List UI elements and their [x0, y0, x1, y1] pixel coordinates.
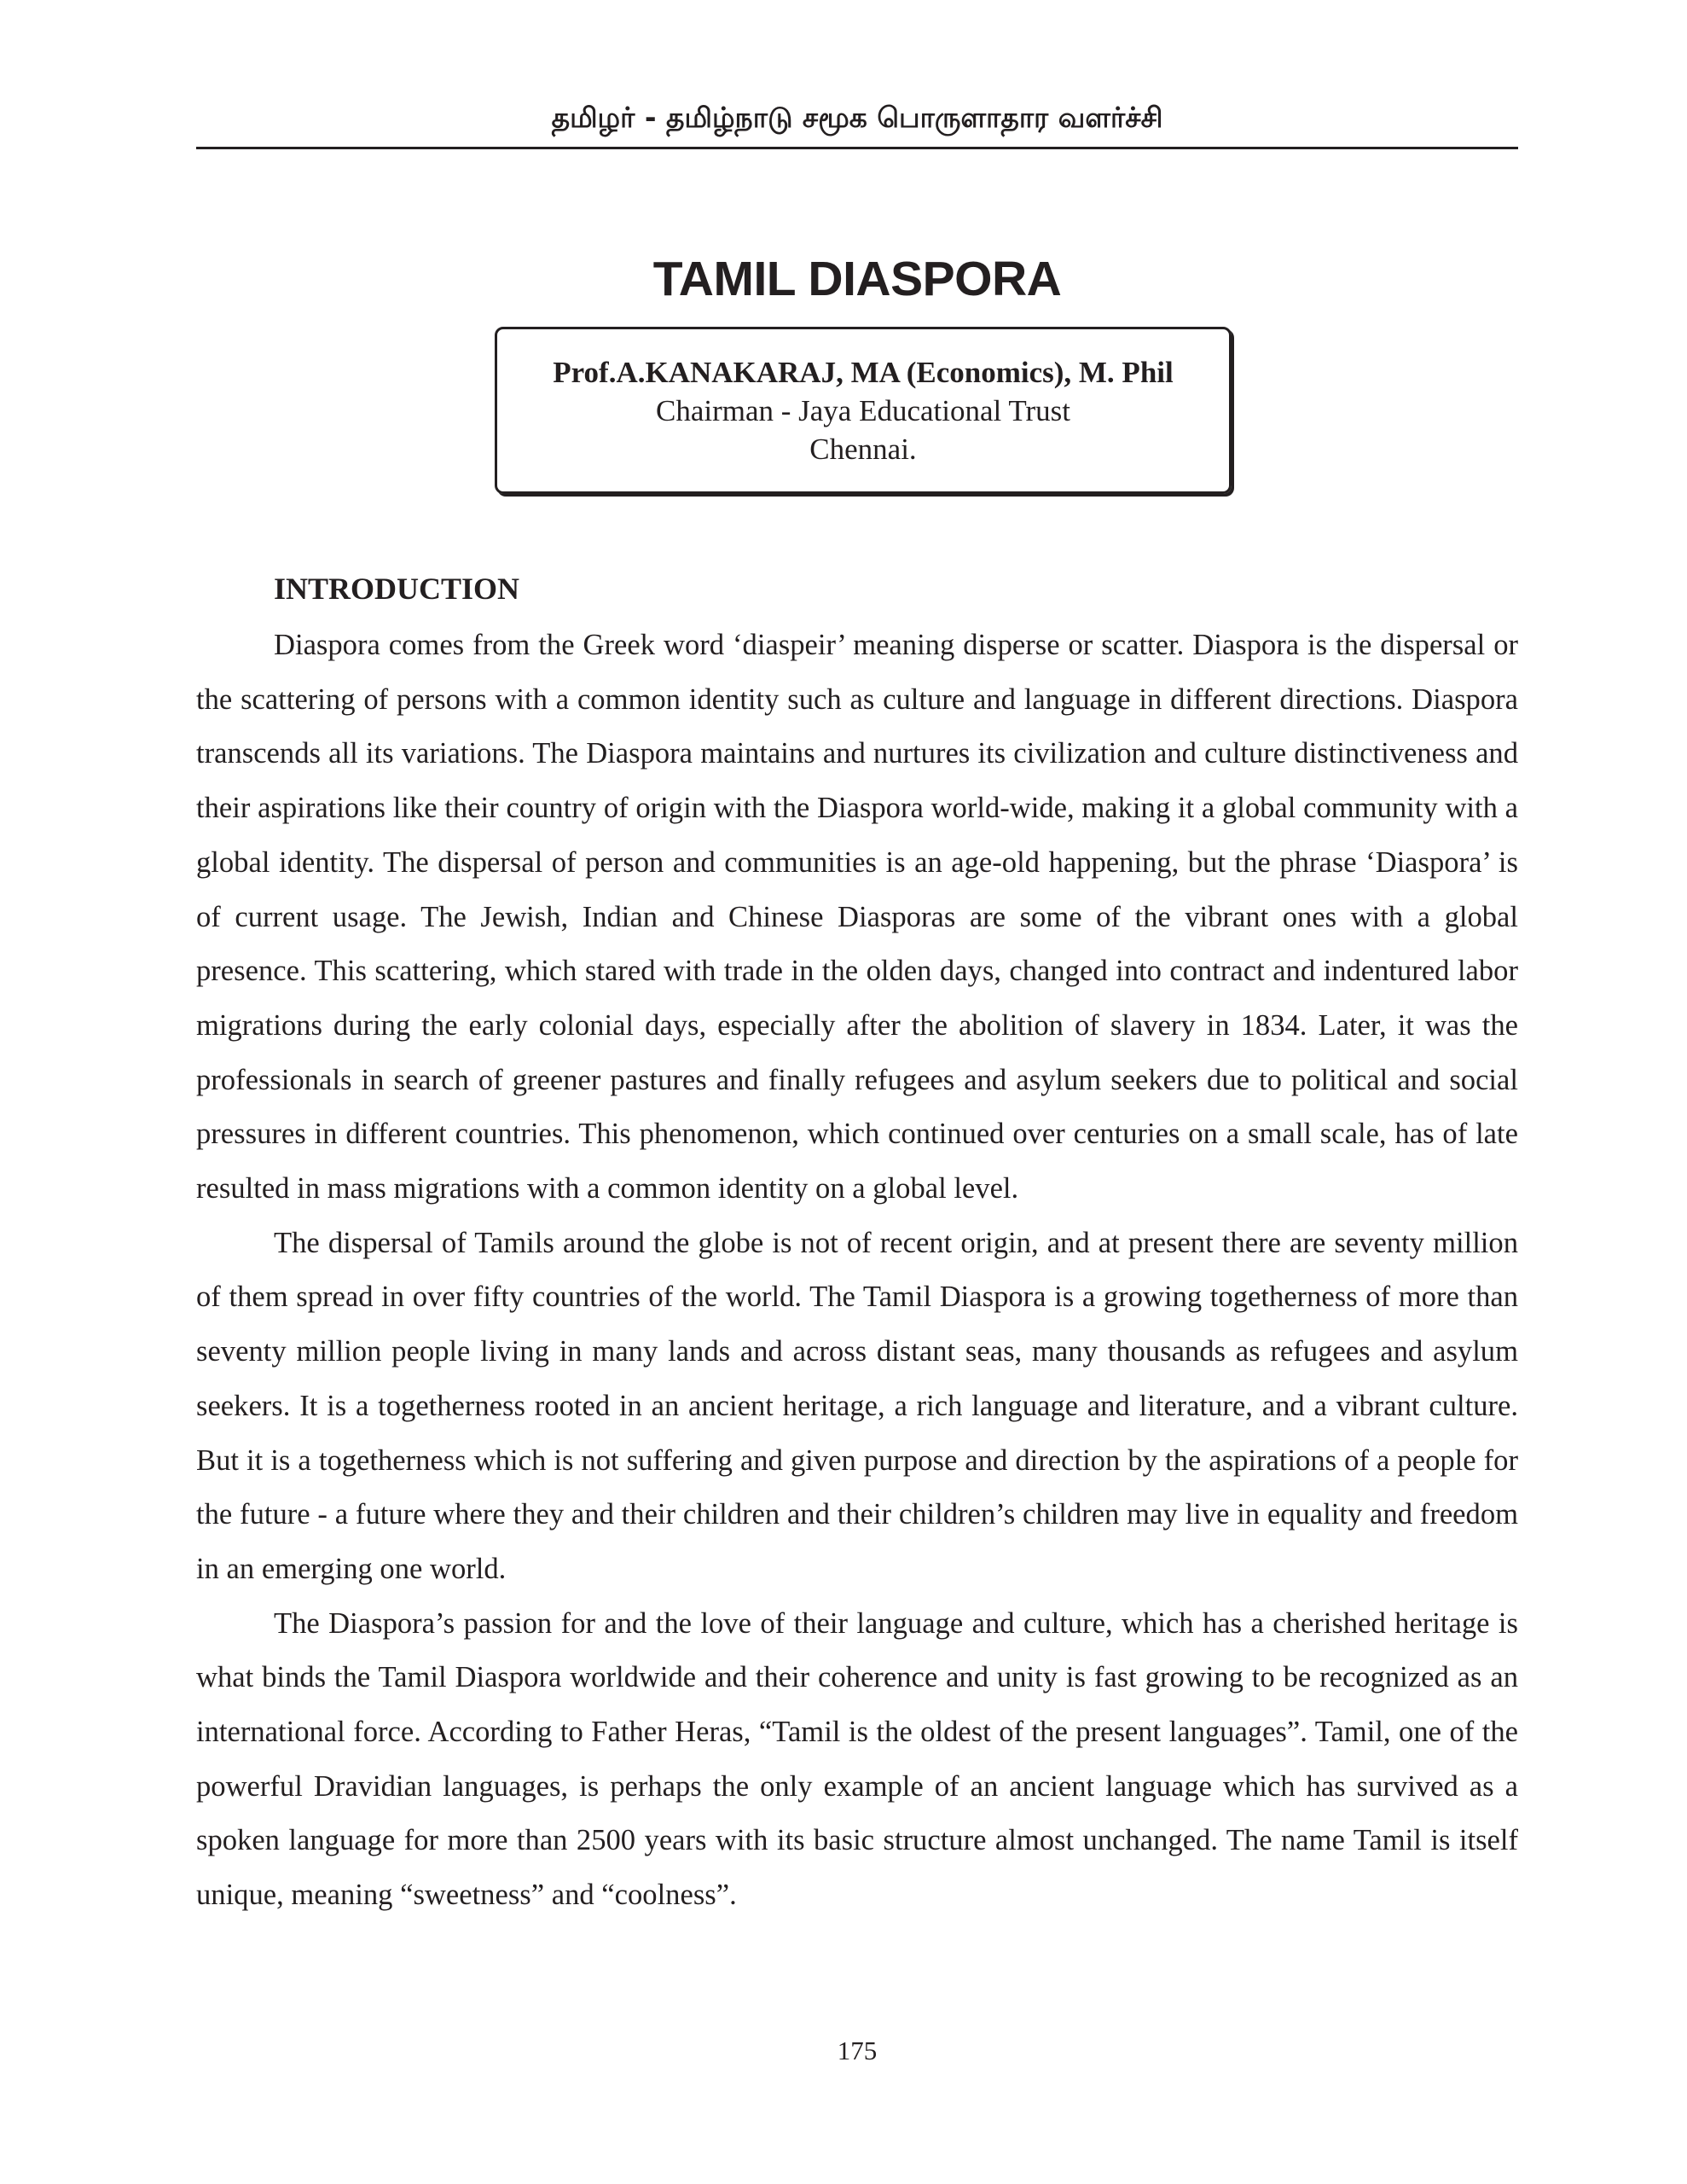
author-name: Prof.A.KANAKARAJ, MA (Economics), M. Phil	[553, 356, 1174, 389]
author-position: Chairman - Jaya Educational Trust	[655, 394, 1071, 427]
paragraph: Diaspora comes from the Greek word ‘diaspeir’ meaning disperse or scatter. Diaspora is the dispersal or the scattering of persons with a common identity such as culture and language in different directions. Diaspora transcends all its variations. The Diaspora maintains and nurtures its civilization and culture distinctiveness and their aspirations like their country of origin with the Diaspora world-wide, making it a global community with a global identity. The dispersal of person and communities is an age-old happening, but the phrase ‘Diaspora’ is of current usage. The Jewish, Indian and Chinese Diasporas are some of the vibrant ones with a global presence. This scattering, which stared with trade in the olden days, changed into contract and indentured labor migrations during the early colonial days, especially after the abolition of slavery in 1834. Later, it was the professionals in search of greener pastures and finally refugees and asylum seekers due to political and social pressures in different countries. This phenomenon, which continued over centuries on a small scale, has of late resulted in mass migrations with a common identity on a global level.	[196, 629, 1518, 1205]
author-box	[495, 327, 1232, 494]
body-text	[196, 619, 1518, 1923]
header-divider	[196, 147, 1518, 149]
running-header: தமிழர் - தமிழ்நாடு சமூக பொருளாதார வளர்ச்சி	[551, 101, 1163, 134]
paragraph: The dispersal of Tamils around the globe is not of recent origin, and at present there are seventy million of them spread in over fifty countries of the world. The Tamil Diaspora is a growing togetherness of more than seventy million people living in many lands and across distant seas, many thousands as refugees and asylum seekers. It is a togetherness rooted in an ancient heritage, a rich language and literature, and a vibrant culture. But it is a togetherness which is not suffering and given purpose and direction by the aspirations of a people for the future - a future where they and their children and their children’s children may live in equality and freedom in an emerging one world.	[196, 1226, 1518, 1585]
section-heading: INTRODUCTION	[274, 572, 520, 606]
author-location: Chennai.	[809, 433, 917, 466]
page-title: TAMIL DIASPORA	[652, 252, 1062, 306]
page-number: 175	[837, 2036, 878, 2065]
paragraph: The Diaspora’s passion for and the love of their language and culture, which has a cherished heritage is what binds the Tamil Diaspora worldwide and their coherence and unity is fast growing to be recognized as an international force. According to Father Heras, “Tamil is the oldest of the present languages”. Tamil, one of the powerful Dravidian languages, is perhaps the only example of an ancient language which has survived as a spoken language for more than 2500 years with its basic structure almost unchanged. The name Tamil is itself unique, meaning “sweetness” and “coolness”.	[196, 1606, 1518, 1912]
